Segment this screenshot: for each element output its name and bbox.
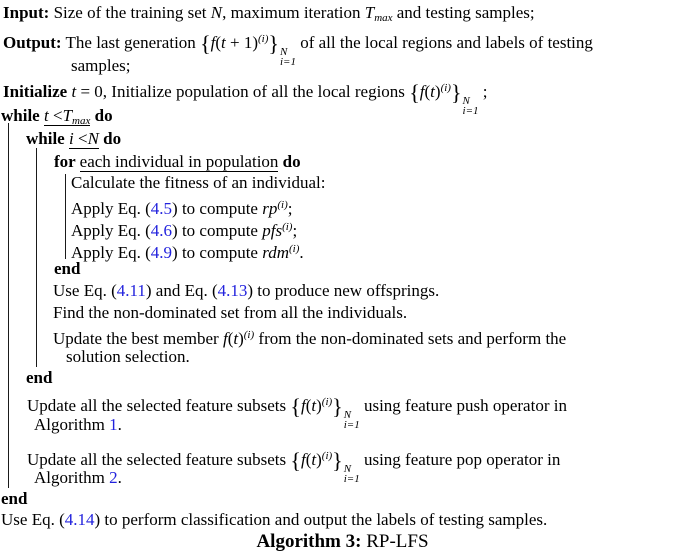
text-run: while [1,106,44,125]
text-run: Apply Eq. ( [71,199,151,218]
text-run: Use Eq. ( [1,510,65,529]
for-end-line [54,259,80,279]
update-best-line [53,325,566,349]
text-run: do [278,152,301,171]
text-run: max [72,115,91,127]
text-run: + 1) [225,33,259,52]
limits-stack [463,96,479,116]
text-run: ) to compute [172,221,263,240]
ref-link[interactable]: 4.5 [150,199,173,218]
text-run: ) and Eq. ( [145,281,218,300]
text-run: (i) [258,33,269,45]
outer-while-line [1,106,113,131]
apply-eq-4-5-line [71,195,292,219]
text-run: solution selection. [66,347,190,366]
text-run: t [71,82,77,101]
text-run: Use Eq. ( [53,281,117,300]
text-run: < [73,129,88,148]
text-run: (i) [440,82,451,94]
text-run: ( [305,396,312,415]
text-run: ) to compute [172,199,263,218]
ref-link[interactable]: 4.6 [150,221,173,240]
text-run: < [48,106,63,125]
text-run: Update all the selected feature subsets [27,396,291,415]
stack-upper-limit: N [343,409,352,421]
algorithm-caption [0,531,685,553]
classification-line [1,510,547,530]
text-run: ) to compute [172,243,263,262]
text-run: using feature push operator in [359,396,567,415]
text-run: pfs [262,221,283,240]
text-run: ) [238,329,244,348]
ref-link[interactable]: 4.13 [217,281,248,300]
ref-link[interactable]: 2 [109,468,118,487]
text-run: i [68,129,74,148]
ref-link[interactable]: 1 [109,415,118,434]
text-run: rp [262,199,278,218]
text-run: ( [227,329,234,348]
fitness-line [71,173,325,193]
text-run: rdm [262,243,289,262]
text-run: Update all the selected feature subsets [27,450,291,469]
text-run: ( [215,33,222,52]
stack-upper-limit: N [279,46,288,58]
limits-stack [280,47,296,67]
offsprings-line [53,281,439,301]
for-block-rule [65,174,66,259]
text-run: Apply Eq. ( [71,221,151,240]
text-run: } [332,448,343,473]
text-run: T [62,106,73,125]
text-run: from the non-dominated sets and perform the [254,329,567,348]
text-run: N [87,129,99,148]
output-continuation-line [71,56,131,76]
text-run: Initialize [3,82,72,101]
text-run: do [98,129,122,148]
text-run: Algorithm 3: [256,531,362,552]
text-run: . [299,243,304,262]
text-run: ) [434,82,441,101]
apply-eq-4-9-line [71,239,304,263]
text-run: Apply Eq. ( [71,243,151,262]
text-run: each individual in population [79,152,279,171]
text-run: Size of the training set [49,3,211,22]
text-run: end [26,368,53,387]
text-run: (i) [277,199,288,211]
outer-while-block-rule [8,123,9,488]
limits-stack [344,410,360,430]
non-dominated-line [53,303,407,323]
text-run: f [300,396,306,415]
text-run: do [90,106,113,125]
text-run: (i) [288,243,300,255]
text-run: using feature pop operator in [359,450,561,469]
text-run: t [311,396,317,415]
text-run: end [54,259,81,278]
text-run: . [117,468,122,487]
outer-while-end-line [1,489,27,509]
apply-eq-4-6-line [71,217,297,241]
text-run: ; [478,82,488,101]
text-run: , maximum iteration [222,3,365,22]
text-run: } [268,31,279,56]
text-run: Output: [3,33,62,52]
text-run: = 0, Initialize population of all the local regions [76,82,410,101]
text-run: ( [424,82,431,101]
ref-link[interactable]: 4.11 [116,281,146,300]
text-run: samples; [71,56,131,75]
text-run: Algorithm [34,415,110,434]
stack-lower-limit: i=1 [343,473,360,485]
update-best-continuation-line [66,347,190,367]
feature-pop-continuation-line [34,468,122,488]
text-run: Calculate the fitness of an individual: [71,173,326,192]
inner-while-block-rule [36,148,37,367]
loop-condition [69,129,99,149]
for-line [54,152,301,172]
text-run: of all the local regions and labels of testing [295,33,593,52]
text-run: t [430,82,435,101]
text-run: while [26,129,69,148]
text-run: (i) [321,396,333,408]
input-line [3,3,535,28]
text-run: for [54,152,80,171]
feature-push-continuation-line [34,415,122,435]
text-run: Update the best member [53,329,223,348]
text-run: T [364,3,375,22]
text-run: Find the non-dominated set from all the individuals. [53,303,408,322]
text-run: f [419,82,425,101]
text-run: (i) [243,329,255,341]
text-run: ( [305,450,312,469]
limits-stack [344,464,360,484]
text-run: RP-LFS [361,531,429,552]
stack-lower-limit: i=1 [343,419,360,431]
text-run: ) [316,396,322,415]
text-run: { [290,448,301,473]
stack-upper-limit: N [462,95,470,107]
inner-while-end-line [26,368,52,388]
text-run: ; [287,199,293,218]
text-run: Input: [3,3,50,22]
text-run: t [43,106,49,125]
text-run: t [233,329,239,348]
text-run: f [300,450,306,469]
stack-lower-limit: i=1 [279,56,296,68]
text-run: { [409,80,420,105]
text-run: } [332,394,343,419]
loop-condition [80,152,279,172]
text-run: end [1,489,28,508]
text-run: N [210,3,223,22]
text-run: (i) [282,221,293,233]
text-run: ) to perform classification and output the labels of testing samples. [94,510,548,529]
ref-link[interactable]: 4.9 [150,243,173,262]
text-run: ) [316,450,322,469]
text-run: t [311,450,317,469]
text-run: { [200,31,211,56]
loop-condition [44,106,90,126]
stack-upper-limit: N [343,463,352,475]
stack-lower-limit: i=1 [462,105,479,117]
ref-link[interactable]: 4.14 [64,510,95,529]
text-run: { [290,394,301,419]
text-run: Algorithm [34,468,110,487]
text-run: (i) [321,450,333,462]
text-run: f [210,33,216,52]
text-run: . [117,415,122,434]
inner-while-line [26,129,121,149]
text-run: ) to produce new offsprings. [247,281,440,300]
text-run: max [374,12,393,24]
text-run: f [222,329,228,348]
text-run: The last generation [61,33,201,52]
text-run: and testing samples; [392,3,535,22]
text-run: ; [292,221,298,240]
text-run: t [221,33,226,52]
text-run: } [450,80,462,105]
